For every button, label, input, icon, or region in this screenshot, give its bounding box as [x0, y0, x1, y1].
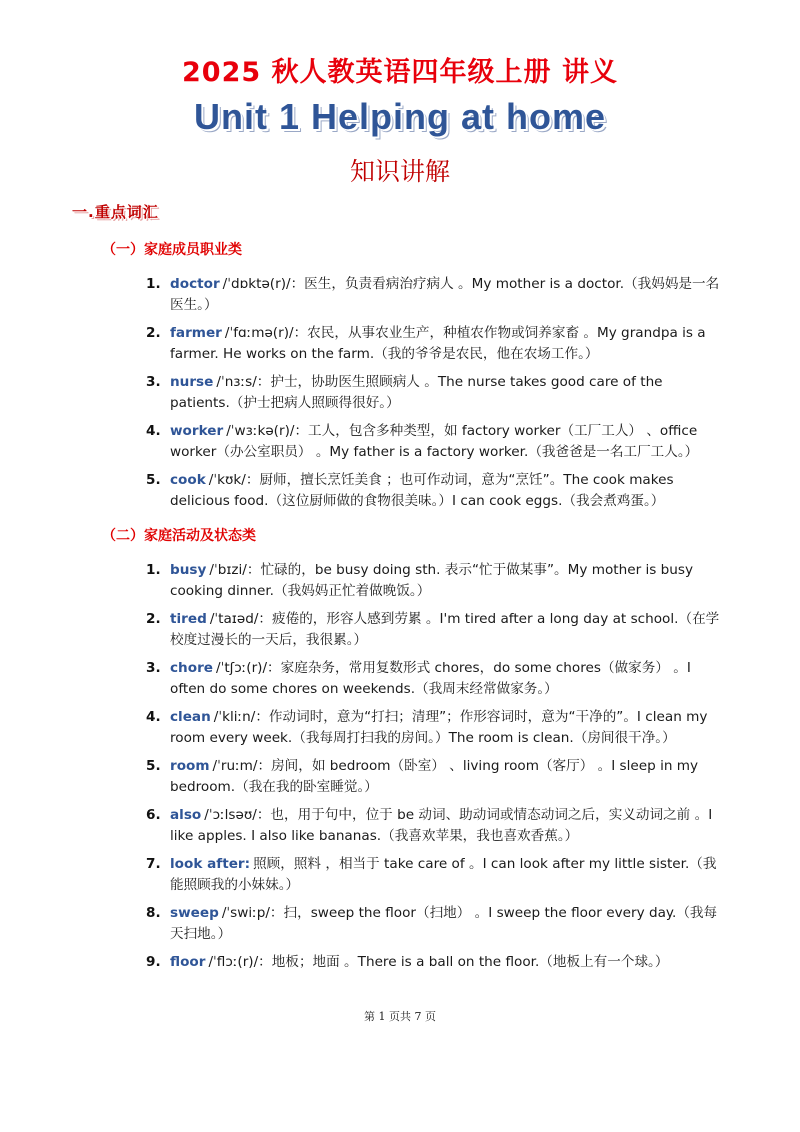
vocab-word: room [170, 758, 210, 774]
vocab-word: floor [170, 954, 206, 970]
item-number: 2. [146, 611, 161, 627]
item-number: 6. [146, 807, 161, 823]
item-number: 5. [146, 758, 161, 774]
list-item [0, 707, 800, 749]
vocab-word: nurse [170, 374, 214, 390]
list-item [0, 854, 800, 896]
vocab-definition: /ˈnɜːs/：护士，协助医生照顾病人 。The nurse takes good care of the patients.（护士把病人照顾得很好。） [170, 374, 663, 411]
key-vocabulary-heading: 一.重点词汇 [72, 203, 159, 221]
list-item [0, 658, 800, 700]
vocab-word: sweep [170, 905, 219, 921]
activity-vocab-list [0, 560, 800, 980]
list-item [0, 952, 800, 973]
vocab-word: farmer [170, 325, 222, 341]
document-title-suffix: 讲义 [561, 57, 618, 88]
vocab-word: look after: [170, 856, 251, 872]
vocab-definition: 照顾，照料 ，相当于 take care of 。I can look after my little sister.（我能照顾我的小妹妹。） [170, 856, 717, 893]
vocab-word: doctor [170, 276, 220, 292]
vocab-word: busy [170, 562, 207, 578]
document-title-main: 2025 秋人教英语四年级上册 [182, 57, 552, 88]
item-number: 7. [146, 856, 161, 872]
list-item [0, 609, 800, 651]
list-item [0, 470, 800, 512]
vocab-definition: /ˈɔːlsəʊ/：也，用于句中，位于 be 动词、助动词或情态动词之后，实义动词之前 。I like apples. I also like bananas.（我喜欢苹果，我也喜欢香蕉。） [170, 807, 713, 844]
unit-title: Unit 1 Helping at home [193, 96, 607, 137]
vocab-word: cook [170, 472, 206, 488]
vocab-definition: /ˈfɑːmə(r)/：农民，从事农业生产，种植农作物或饲养家畜 。My grandpa is a farmer. He works on the farm.（我的爷爷是农民，他在农场工作。） [170, 325, 706, 362]
page-number-footer: 第 1 页共 7 页 [364, 1010, 436, 1023]
vocab-definition: /ˈswiːp/：扫，sweep the floor（扫地） 。I sweep the floor every day.（我每天扫地。） [170, 905, 718, 942]
vocab-definition: /ˈkliːn/：作动词时，意为“打扫；清理”；作形容词时，意为“干净的”。I clean my room every week.（我每周打扫我的房间。）The room is clean.（房间很干净。） [170, 709, 708, 746]
vocab-definition: /ˈbɪzi/：忙碌的，be busy doing sth. 表示“忙于做某事”。My mother is busy cooking dinner.（我妈妈正忙着做晚饭。） [170, 562, 694, 599]
vocab-definition: /ˈruːm/：房间，如 bedroom（卧室） 、living room（客厅） 。I sleep in my bedroom.（我在我的卧室睡觉。） [170, 758, 699, 795]
vocab-word: chore [170, 660, 213, 676]
vocab-word: worker [170, 423, 224, 439]
vocab-definition: /ˈkʊk/：厨师，擅长烹饪美食 ；也可作动词，意为“烹饪”。The cook makes delicious food.（这位厨师做的食物很美味。）I can cook eggs.（我会煮鸡蛋。） [170, 472, 674, 509]
group-heading-occupations: （一）家庭成员职业类 [102, 242, 242, 258]
list-item [0, 805, 800, 847]
document-title [0, 50, 800, 89]
vocab-definition: /ˈtaɪəd/：疲倦的，形容人感到劳累 。I'm tired after a long day at school.（在学校度过漫长的一天后，我很累。） [170, 611, 720, 648]
list-item [0, 323, 800, 365]
vocab-definition: /ˈdɒktə(r)/：医生，负责看病治疗病人 。My mother is a doctor.（我妈妈是一名医生。） [170, 276, 720, 313]
list-item [0, 274, 800, 316]
item-number: 2. [146, 325, 161, 341]
item-number: 3. [146, 374, 161, 390]
vocab-word: also [170, 807, 202, 823]
item-number: 5. [146, 472, 161, 488]
list-item [0, 372, 800, 414]
list-item [0, 421, 800, 463]
list-item [0, 756, 800, 798]
vocab-definition: /ˈwɜːkə(r)/：工人，包含多种类型，如 factory worker（工厂工人） 、office worker（办公室职员） 。My father is a factory worker.（我爸爸是一名工厂工人。） [170, 423, 699, 460]
vocab-definition: /ˈflɔː(r)/：地板；地面 。There is a ball on the floor.（地板上有一个球。） [208, 954, 669, 970]
section-subtitle: 知识讲解 [349, 157, 450, 186]
item-number: 3. [146, 660, 161, 676]
item-number: 4. [146, 709, 161, 725]
item-number: 8. [146, 905, 161, 921]
vocab-word: tired [170, 611, 207, 627]
list-item [0, 560, 800, 602]
item-number: 1. [146, 276, 161, 292]
item-number: 9. [146, 954, 161, 970]
group-heading-activities: （二）家庭活动及状态类 [102, 528, 256, 544]
list-item [0, 903, 800, 945]
vocab-definition: /ˈtʃɔː(r)/：家庭杂务，常用复数形式 chores，do some chores（做家务） 。I often do some chores on weekends.（我周末经常做家务。） [170, 660, 691, 697]
item-number: 4. [146, 423, 161, 439]
item-number: 1. [146, 562, 161, 578]
vocab-word: clean [170, 709, 211, 725]
occupation-vocab-list [0, 274, 800, 519]
